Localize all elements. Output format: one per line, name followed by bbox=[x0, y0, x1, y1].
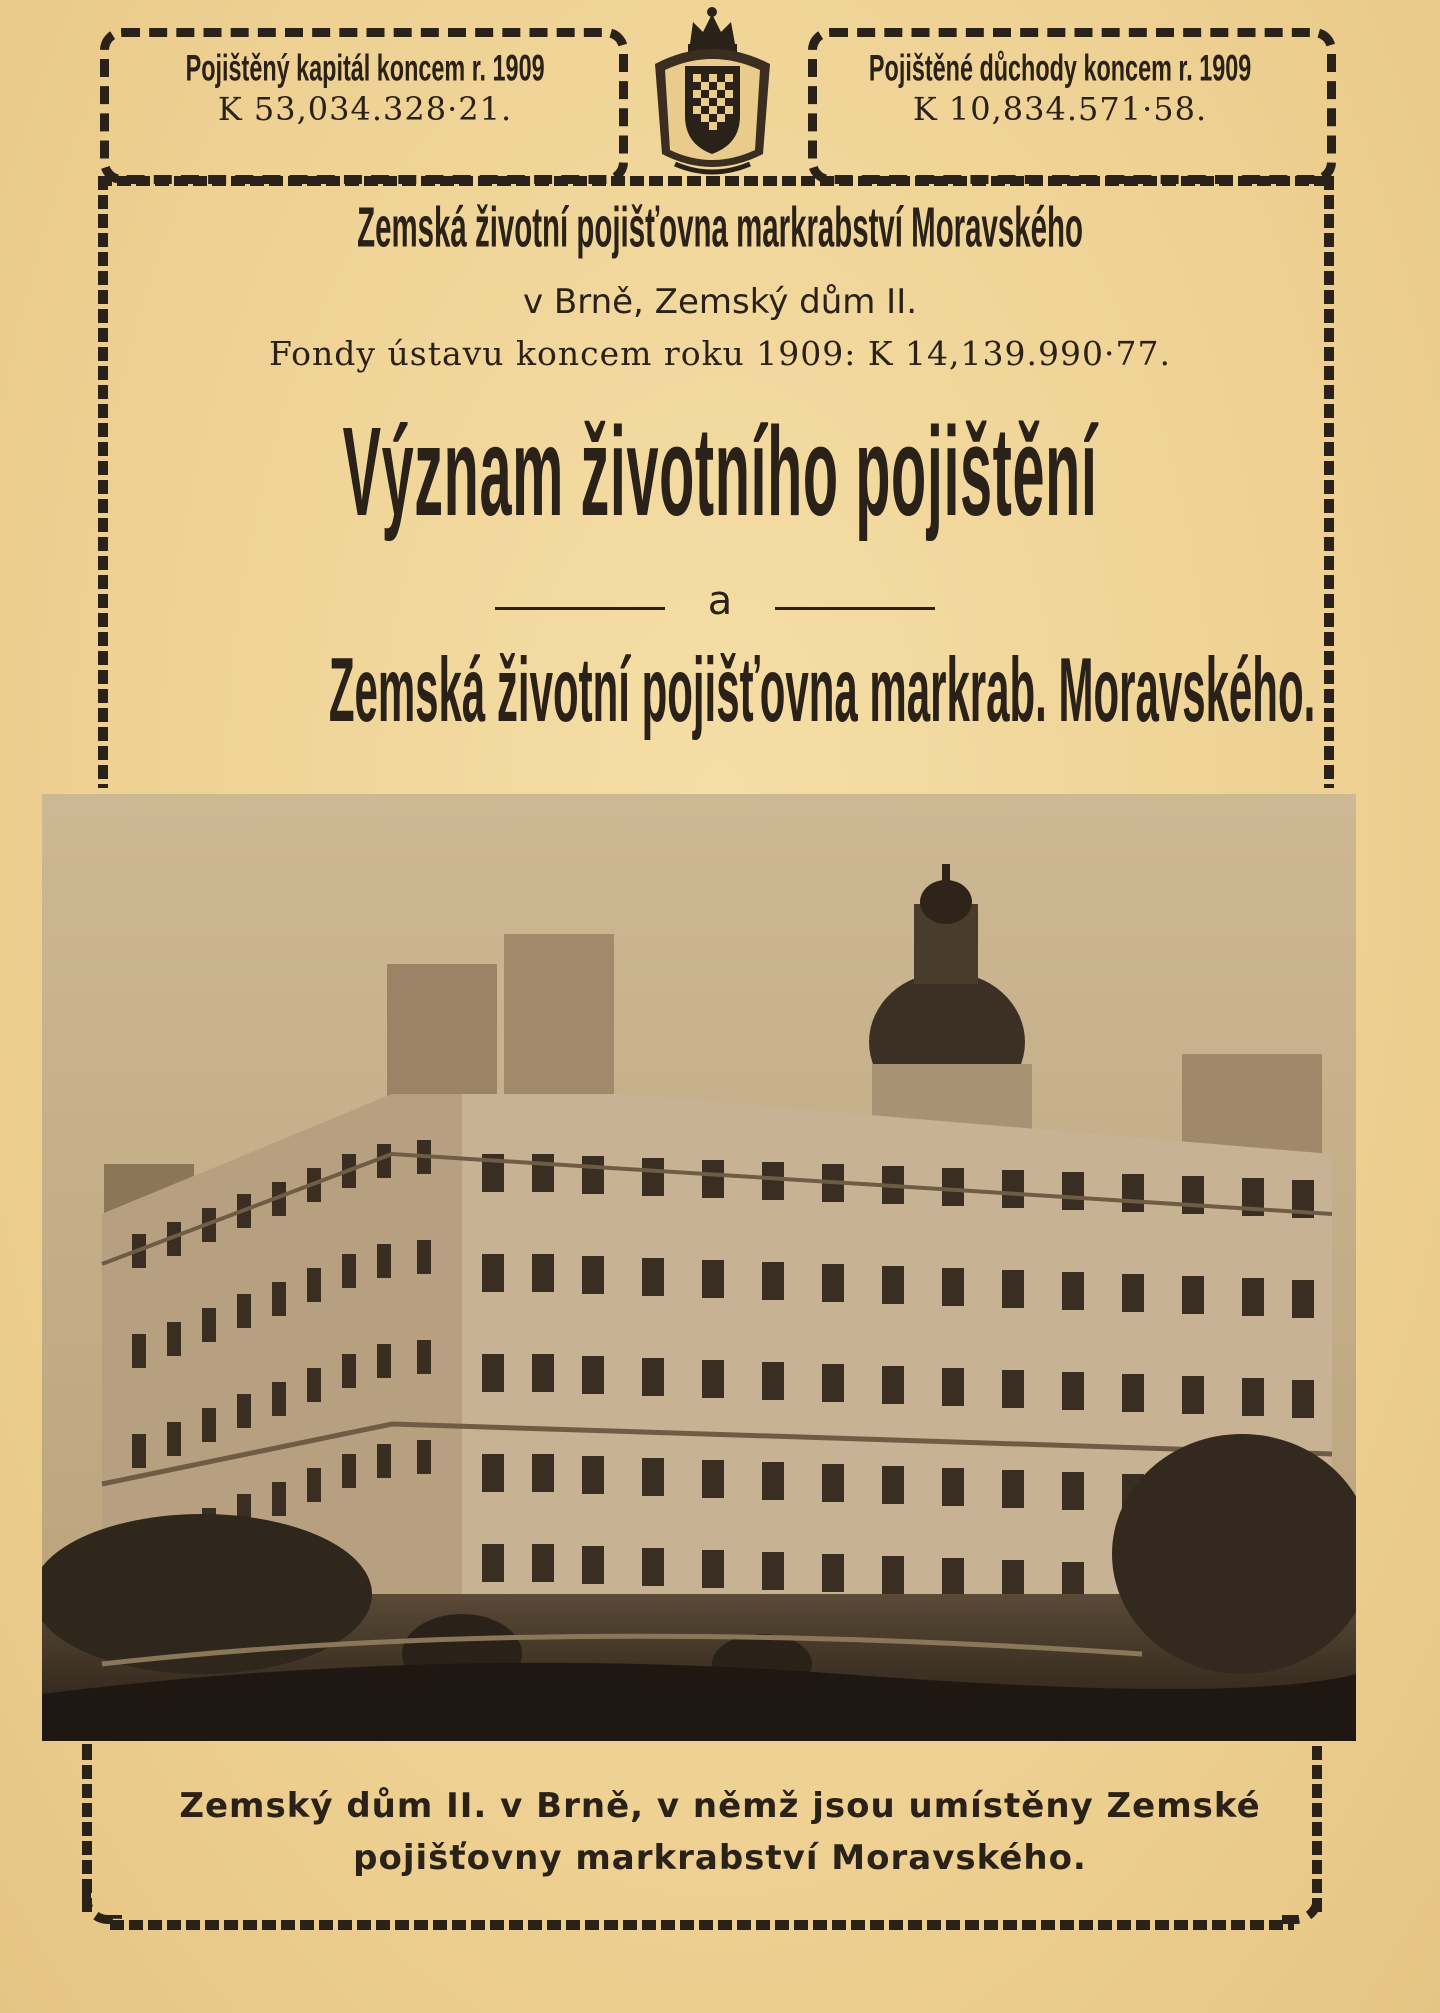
frame-top-border bbox=[98, 176, 1334, 186]
institution-name: Zemská životní pojišťovna markrabství Moravského bbox=[357, 195, 1083, 259]
main-title: Význam životního pojištění bbox=[342, 401, 1098, 543]
coat-of-arms-icon bbox=[645, 4, 780, 180]
caption-line-2: pojišťovny markrabství Moravského. bbox=[353, 1838, 1087, 1878]
right-stat-title: Pojištěné důchody koncem r. 1909 bbox=[868, 47, 1252, 89]
right-stat bbox=[805, 47, 1315, 128]
right-stat-value: K 10,834.571·58. bbox=[912, 90, 1208, 128]
left-stat bbox=[110, 47, 620, 128]
institution-name-wrap bbox=[0, 195, 1440, 259]
building-photo bbox=[42, 794, 1356, 1741]
caption-line-1: Zemský dům II. v Brně, v němž jsou umístěny Zemské bbox=[179, 1786, 1261, 1826]
institution-funds: Fondy ústavu koncem roku 1909: K 14,139.990·77. bbox=[269, 334, 1171, 373]
institution-address: v Brně, Zemský dům II. bbox=[522, 282, 918, 322]
left-stat-value: K 53,034.328·21. bbox=[217, 90, 513, 128]
title-connector: a bbox=[707, 578, 733, 624]
subtitle: Zemská životní pojišťovna markrab. Moravského. bbox=[328, 639, 1316, 741]
main-title-wrap bbox=[0, 401, 1440, 543]
caption-bottom-border bbox=[110, 1920, 1294, 1930]
left-stat-title: Pojištěný kapitál koncem r. 1909 bbox=[185, 47, 545, 89]
subtitle-wrap bbox=[0, 639, 1440, 741]
